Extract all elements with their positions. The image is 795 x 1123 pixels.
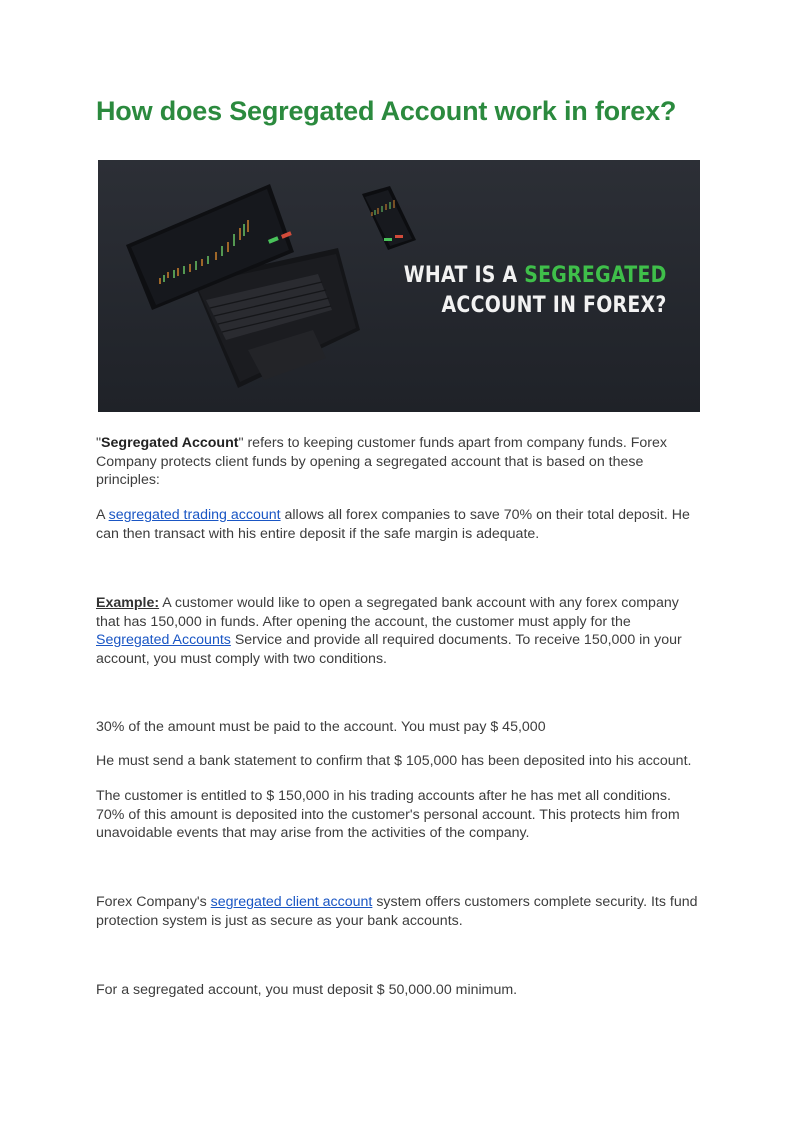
link-segregated-trading-account[interactable]: segregated trading account (108, 507, 281, 523)
text: Forex Company's (96, 894, 211, 910)
page-title: How does Segregated Account work in forex? (96, 96, 677, 126)
text: A (96, 507, 109, 523)
paragraph-condition-1: 30% of the amount must be paid to the account. You must pay $ 45,000 (96, 719, 546, 735)
paragraph-condition-2: He must send a bank statement to confirm that $ 105,000 has been deposited into his account. (96, 753, 692, 769)
hero-line1-green: SEGREGATED (524, 263, 667, 288)
example-label: Example: (96, 595, 160, 611)
paragraph-definition (96, 434, 700, 490)
link-segregated-client-account[interactable]: segregated client account (210, 894, 373, 910)
bold-term: Segregated Account (101, 435, 239, 451)
paragraph-security (96, 893, 700, 930)
paragraph-trading-account (96, 506, 700, 543)
hero-line1-white: WHAT IS A (404, 263, 525, 288)
text: system offers customers complete security. Its fund protection system is just as secure as your bank accounts. (96, 894, 698, 929)
paragraph-example (96, 594, 700, 668)
text: allows all forex companies to save 70% on their total deposit. He can then transact with his entire deposit if the safe margin is adequate. (96, 507, 690, 542)
link-segregated-accounts[interactable]: Segregated Accounts (96, 632, 231, 648)
text: Service and provide all required documents. To receive 150,000 in your account, you must comply with two conditions. (96, 632, 682, 667)
hero-image (98, 160, 700, 412)
hero-line2: ACCOUNT IN FOREX? (441, 293, 667, 318)
open-quote: " (96, 435, 102, 451)
hero-caption (404, 261, 667, 321)
paragraph-entitlement: The customer is entitled to $ 150,000 in his trading accounts after he has met all conditions. 70% of this amount is deposited into the customer's personal account. This protects him from unavoidable events that may arise from the activities of the company. (96, 788, 680, 841)
definition-text: " refers to keeping customer funds apart from company funds. Forex Company protects client funds by opening a segregated account that is based on these principles: (96, 435, 667, 488)
text: A customer would like to open a segregated bank account with any forex company that has 150,000 in funds. After opening the account, the customer must apply for the (96, 595, 679, 630)
paragraph-minimum-deposit: For a segregated account, you must deposit $ 50,000.00 minimum. (96, 982, 518, 998)
